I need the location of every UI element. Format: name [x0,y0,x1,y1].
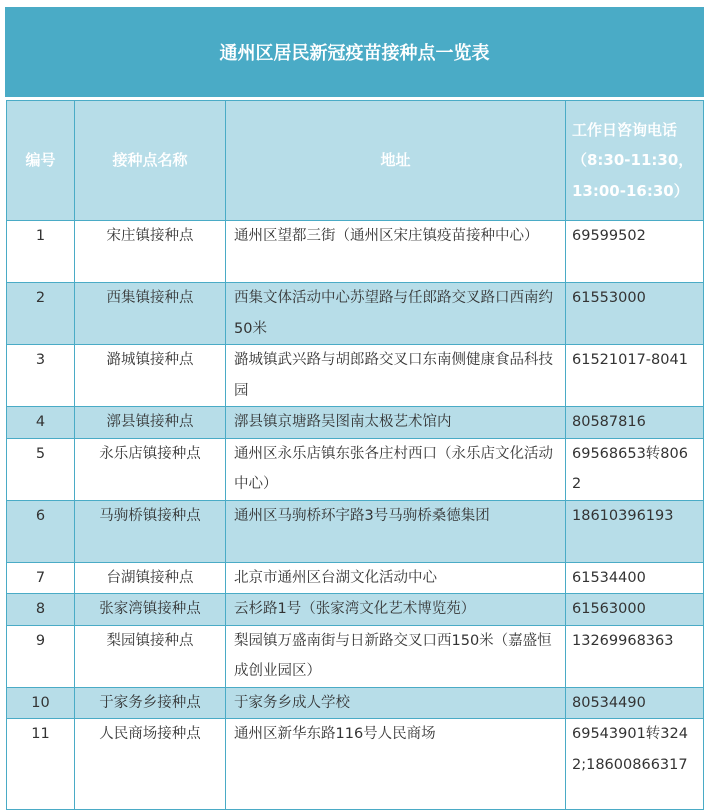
header-address: 地址 [226,101,566,221]
table-body [7,221,704,810]
row-number: 5 [7,438,75,500]
site-address: 通州区马驹桥环宇路3号马驹桥桑德集团 [226,500,566,562]
site-phone: 69568653转8062 [566,438,704,500]
row-number: 10 [7,687,75,719]
header-name: 接种点名称 [75,101,226,221]
table-row [7,500,704,562]
table-row [7,438,704,500]
site-address: 潞城镇武兴路与胡郎路交叉口东南侧健康食品科技园 [226,345,566,407]
site-phone: 61521017-8041 [566,345,704,407]
site-name: 马驹桥镇接种点 [75,500,226,562]
row-number: 9 [7,625,75,687]
site-address: 通州区望都三街（通州区宋庄镇疫苗接种中心） [226,221,566,283]
row-number: 8 [7,594,75,626]
site-address: 梨园镇万盛南街与日新路交叉口西150米（嘉盛恒成创业园区） [226,625,566,687]
site-address: 云杉路1号（张家湾文化艺术博览苑） [226,594,566,626]
site-phone: 13269968363 [566,625,704,687]
header-row [7,101,704,221]
vaccination-sites-table [6,100,704,810]
site-name: 宋庄镇接种点 [75,221,226,283]
table-row [7,283,704,345]
table-row [7,625,704,687]
site-phone: 61563000 [566,594,704,626]
site-name: 台湖镇接种点 [75,562,226,594]
site-address: 于家务乡成人学校 [226,687,566,719]
site-name: 于家务乡接种点 [75,687,226,719]
site-phone: 18610396193 [566,500,704,562]
site-address: 西集文体活动中心苏望路与任郎路交叉路口西南约50米 [226,283,566,345]
row-number: 2 [7,283,75,345]
table-row [7,562,704,594]
header-phone: 工作日咨询电话（8:30-11:30，13:00-16:30） [566,101,704,221]
site-address: 通州区新华东路116号人民商场 [226,719,566,810]
site-name: 潞城镇接种点 [75,345,226,407]
header-num: 编号 [7,101,75,221]
site-phone: 69543901转3242;18600866317 [566,719,704,810]
site-phone: 80587816 [566,407,704,439]
table-row [7,594,704,626]
table-row [7,345,704,407]
row-number: 6 [7,500,75,562]
site-name: 永乐店镇接种点 [75,438,226,500]
table-row [7,687,704,719]
table-row [7,719,704,810]
site-address: 通州区永乐店镇东张各庄村西口（永乐店文化活动中心） [226,438,566,500]
site-name: 梨园镇接种点 [75,625,226,687]
site-name: 张家湾镇接种点 [75,594,226,626]
row-number: 4 [7,407,75,439]
site-phone: 61553000 [566,283,704,345]
site-phone: 61534400 [566,562,704,594]
table-title: 通州区居民新冠疫苗接种点一览表 [5,7,704,97]
site-address: 北京市通州区台湖文化活动中心 [226,562,566,594]
row-number: 11 [7,719,75,810]
row-number: 7 [7,562,75,594]
site-name: 漷县镇接种点 [75,407,226,439]
row-number: 3 [7,345,75,407]
site-name: 人民商场接种点 [75,719,226,810]
site-address: 漷县镇京塘路吴图南太极艺术馆内 [226,407,566,439]
site-phone: 80534490 [566,687,704,719]
table-row [7,221,704,283]
row-number: 1 [7,221,75,283]
site-name: 西集镇接种点 [75,283,226,345]
table-row [7,407,704,439]
site-phone: 69599502 [566,221,704,283]
